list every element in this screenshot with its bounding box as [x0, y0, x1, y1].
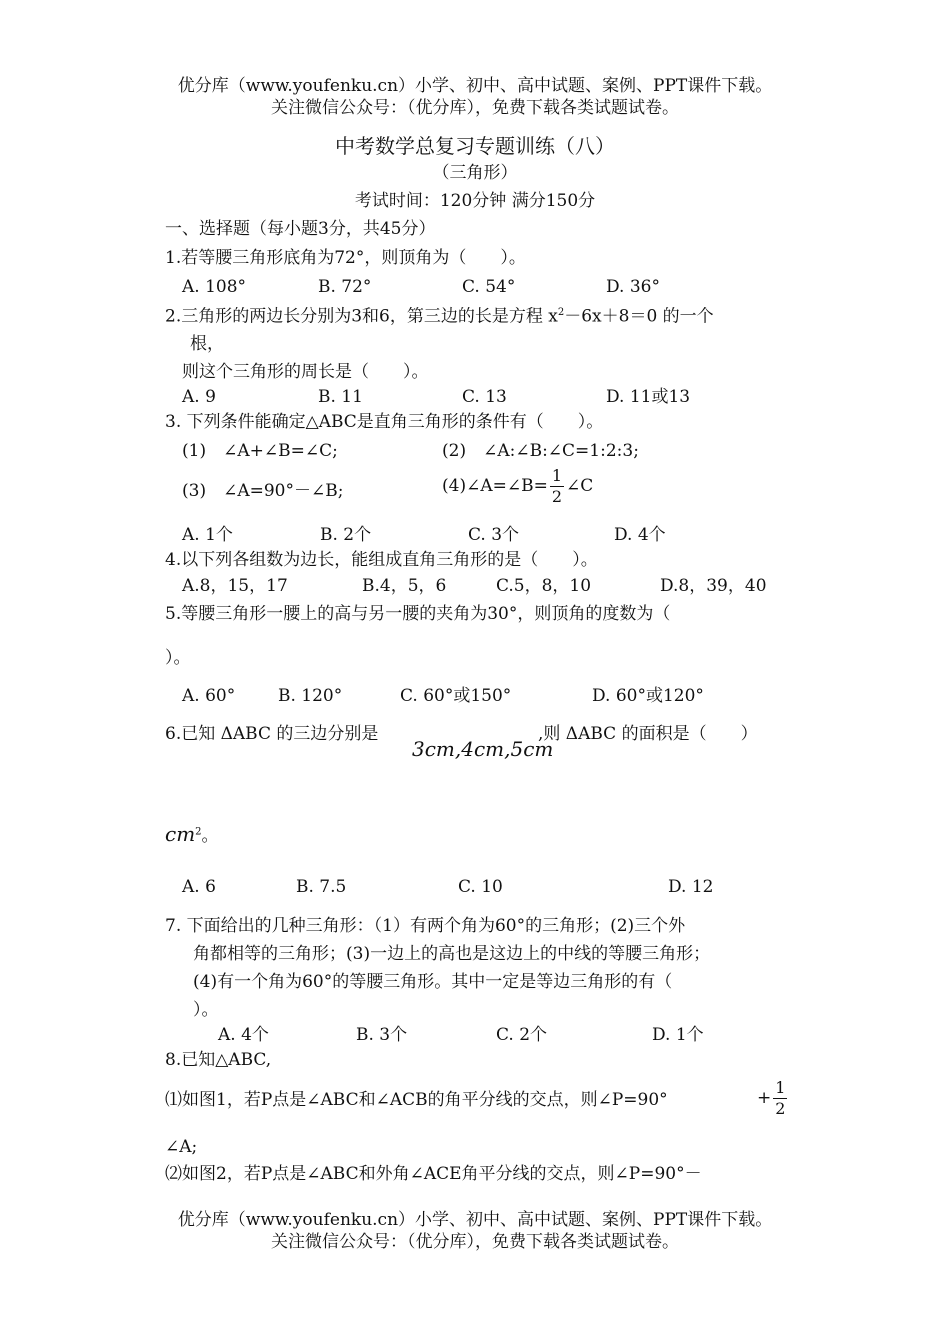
- q2-stem-question: 则这个三角形的周长是（ ）。: [182, 362, 429, 382]
- q7-option-a: A. 4个: [218, 1025, 269, 1045]
- header-line-2: 关注微信公众号：（优分库），免费下载各类试题试卷。: [271, 98, 679, 118]
- q3-condition-3: (3) ∠A=90°－∠B;: [182, 481, 344, 501]
- q8-fraction: $\frac{1}{2}$: [775, 1078, 786, 1118]
- q6-expression: 3cm,4cm,5cm: [412, 737, 554, 761]
- header-line-1: 优分库（www.youfenku.cn）小学、初中、高中试题、案例、PPT课件下载。: [177, 76, 773, 96]
- q4-option-b: B.4，5，6: [362, 576, 447, 596]
- q2-option-a: A. 9: [182, 387, 216, 407]
- q3-stem: 3. 下列条件能确定△ABC是直角三角形的条件有（ ）。: [165, 412, 604, 432]
- q1-option-c: C. 54°: [462, 277, 516, 297]
- q6-option-d: D. 12: [668, 877, 714, 897]
- q7-line-4: ）。: [193, 1000, 219, 1020]
- footer-line-1: 优分库（www.youfenku.cn）小学、初中、高中试题、案例、PPT课件下载。: [177, 1210, 773, 1230]
- q1-option-b: B. 72°: [318, 277, 372, 297]
- q5-option-b: B. 120°: [278, 686, 343, 706]
- q3-option-c: C. 3个: [468, 525, 520, 545]
- q7-line-3: (4)有一个角为60°的等腰三角形。其中一定是等边三角形的有（: [193, 972, 673, 992]
- q3-fraction: $\frac{1}{2}$: [551, 466, 563, 506]
- q5-stem: 5.等腰三角形一腰上的高与另一腰的夹角为30°，则顶角的度数为（: [165, 604, 671, 624]
- q3-option-a: A. 1个: [182, 525, 233, 545]
- q2-option-b: B. 11: [318, 387, 363, 407]
- q8-part-1-cont: ∠A;: [165, 1137, 198, 1157]
- q8-part-1: ⑴如图1，若P点是∠ABC和∠ACB的角平分线的交点，则∠P=90°: [165, 1090, 668, 1110]
- footer-line-2: 关注微信公众号：（优分库），免费下载各类试题试卷。: [271, 1232, 679, 1252]
- q3-condition-2: (2) ∠A:∠B:∠C=1:2:3;: [442, 441, 639, 461]
- q4-option-d: D.8，39，40: [660, 576, 767, 596]
- q3-option-b: B. 2个: [320, 525, 372, 545]
- q7-line-2: 角都相等的三角形；(3)一边上的高也是这边上的中线的等腰三角形；: [193, 944, 711, 964]
- exam-info: 考试时间：120分钟 满分150分: [354, 191, 596, 211]
- q2-option-d: D. 11或13: [606, 387, 691, 407]
- q4-option-a: A.8，15，17: [182, 576, 288, 596]
- q7-option-c: C. 2个: [496, 1025, 548, 1045]
- q7-option-d: D. 1个: [652, 1025, 704, 1045]
- page-title: 中考数学总复习专题训练（八）: [335, 134, 615, 158]
- q6-stem-cont: ,则 ΔABC 的面积是（ ）: [538, 724, 758, 744]
- section-heading: 一、选择题（每小题3分，共45分）: [165, 219, 436, 239]
- q1-stem: 1.若等腰三角形底角为72°，则顶角为（ ）。: [165, 248, 526, 268]
- q7-option-b: B. 3个: [356, 1025, 408, 1045]
- q5-option-c: C. 60°或150°: [400, 686, 512, 706]
- page-subtitle: （三角形）: [432, 163, 518, 183]
- q6-unit: $cm^2$。: [165, 822, 219, 846]
- q6-option-a: A. 6: [182, 877, 216, 897]
- q6-stem: 6.已知 ΔABC 的三边分别是: [165, 724, 379, 744]
- q4-stem: 4.以下列各组数为边长，能组成直角三角形的是（ ）。: [165, 550, 598, 570]
- q1-option-d: D. 36°: [606, 277, 660, 297]
- q3-condition-1: (1) ∠A+∠B=∠C;: [182, 441, 338, 461]
- q5-stem-cont: ）。: [165, 648, 191, 668]
- q4-option-c: C.5，8，10: [496, 576, 592, 596]
- q5-option-a: A. 60°: [182, 686, 236, 706]
- q3-condition-4: (4)∠A=∠B= $\frac{1}{2}$ ∠C: [442, 466, 594, 506]
- q2-stem: 2.三角形的两边长分别为3和6，第三边的长是方程 $x^2-6x+8=0$ 的一个: [165, 306, 714, 327]
- q6-option-c: C. 10: [458, 877, 503, 897]
- q5-option-d: D. 60°或120°: [592, 686, 704, 706]
- q7-line-1: 7. 下面给出的几种三角形：（1）有两个角为60°的三角形；(2)三个外: [165, 916, 686, 936]
- q8-part-1-fraction: + $\frac{1}{2}$: [757, 1078, 786, 1118]
- q8-stem: 8.已知△ABC,: [165, 1050, 272, 1070]
- q2-option-c: C. 13: [462, 387, 507, 407]
- q6-option-b: B. 7.5: [296, 877, 347, 897]
- q3-option-d: D. 4个: [614, 525, 666, 545]
- q8-part-2: ⑵如图2，若P点是∠ABC和外角∠ACE角平分线的交点，则∠P=90°－: [165, 1164, 702, 1184]
- q2-stem-cont: 根，: [190, 334, 224, 354]
- q1-option-a: A. 108°: [182, 277, 247, 297]
